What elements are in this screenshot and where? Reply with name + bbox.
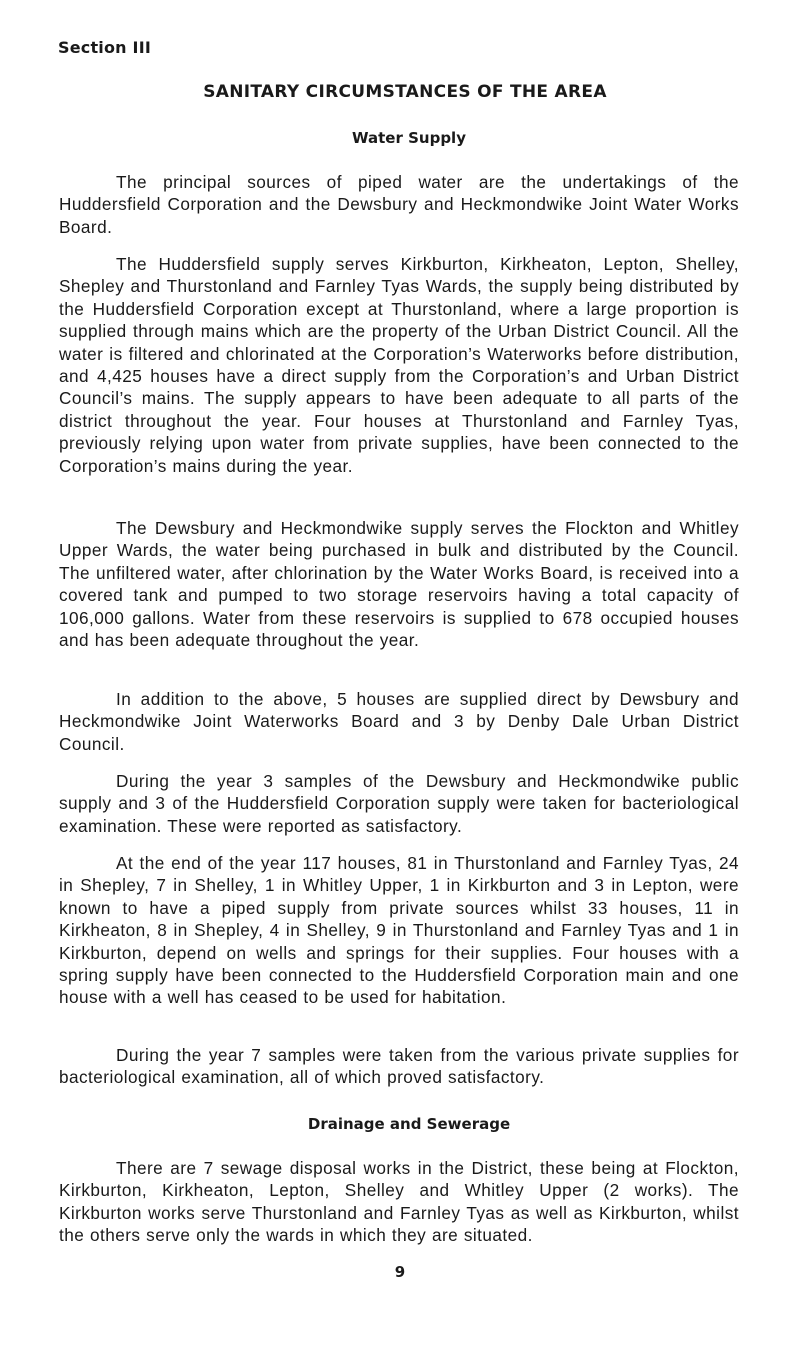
page-title: SANITARY CIRCUMSTANCES OF THE AREA bbox=[203, 82, 607, 102]
paragraph-private-sources: At the end of the year 117 houses, 81 in Thurstonland and Farnley Tyas, 24 in Shepley, 7 in Shelley, 1 in Whitley Upper, 1 in Kirkburton and 3 in Lepton, were known to have a piped supply from private sources whilst 33 houses, 11 in Kirkheaton, 8 in Shepley, 4 in Shelley, 9 in Thurstonland and Farnley Tyas and 1 in Kirkburton, depend on wells and springs for their supplies. Four houses with a spring supply have been connected to the Huddersfield Corporation main and one house with a well has ceased to be used for habitation. bbox=[59, 853, 739, 1008]
paragraph-principal-sources: The principal sources of piped water are the undertakings of the Huddersfield Corporation and the Dewsbury and Heckmondwike Joint Water Works Board. bbox=[59, 172, 739, 237]
water-supply-heading: Water Supply bbox=[352, 129, 466, 147]
page-number: 9 bbox=[394, 1263, 406, 1281]
paragraph-private-samples: During the year 7 samples were taken from the various private supplies for bacteriological examination, all of which proved satisfactory. bbox=[59, 1045, 739, 1088]
paragraph-huddersfield-supply: The Huddersfield supply serves Kirkburton, Kirkheaton, Lepton, Shelley, Shepley and Thurstonland and Farnley Tyas Wards, the supply being distributed by the Huddersfield Corporation except at Thurstonland, where a large proportion is supplied through mains which are the property of the Urban District Council. All the water is filtered and chlorinated at the Corporation’s Waterworks before distribution, and 4,425 houses have a direct supply from the Corporation’s and Urban District Council’s mains. The supply appears to have been adequate to all parts of the district throughout the year. Four houses at Thurstonland and Farnley Tyas, previously relying upon water from private supplies, have been connected to the Corporation’s mains during the year. bbox=[59, 254, 739, 476]
section-label: Section III bbox=[58, 38, 152, 57]
paragraph-public-samples: During the year 3 samples of the Dewsbury and Heckmondwike public supply and 3 of the Huddersfield Corporation supply were taken for bacteriological examination. These were reported as satisfactory. bbox=[59, 771, 739, 836]
paragraph-sewage-works: There are 7 sewage disposal works in the District, these being at Flockton, Kirkburton, Kirkheaton, Lepton, Shelley and Whitley Upper (2 works). The Kirkburton works serve Thurstonland and Farnley Tyas as well as Kirkburton, whilst the others serve only the wards in which they are situated. bbox=[59, 1158, 739, 1246]
paragraph-additional-supplies: In addition to the above, 5 houses are supplied direct by Dewsbury and Heckmondwike Joint Waterworks Board and 3 by Denby Dale Urban District Council. bbox=[59, 689, 739, 754]
drainage-heading: Drainage and Sewerage bbox=[307, 1115, 511, 1133]
paragraph-dewsbury-supply: The Dewsbury and Heckmondwike supply serves the Flockton and Whitley Upper Wards, the water being purchased in bulk and distributed by the Council. The unfiltered water, after chlorination by the Water Works Board, is received into a covered tank and pumped to two storage reservoirs having a total capacity of 106,000 gallons. Water from these reservoirs is supplied to 678 occupied houses and has been adequate throughout the year. bbox=[59, 518, 739, 651]
